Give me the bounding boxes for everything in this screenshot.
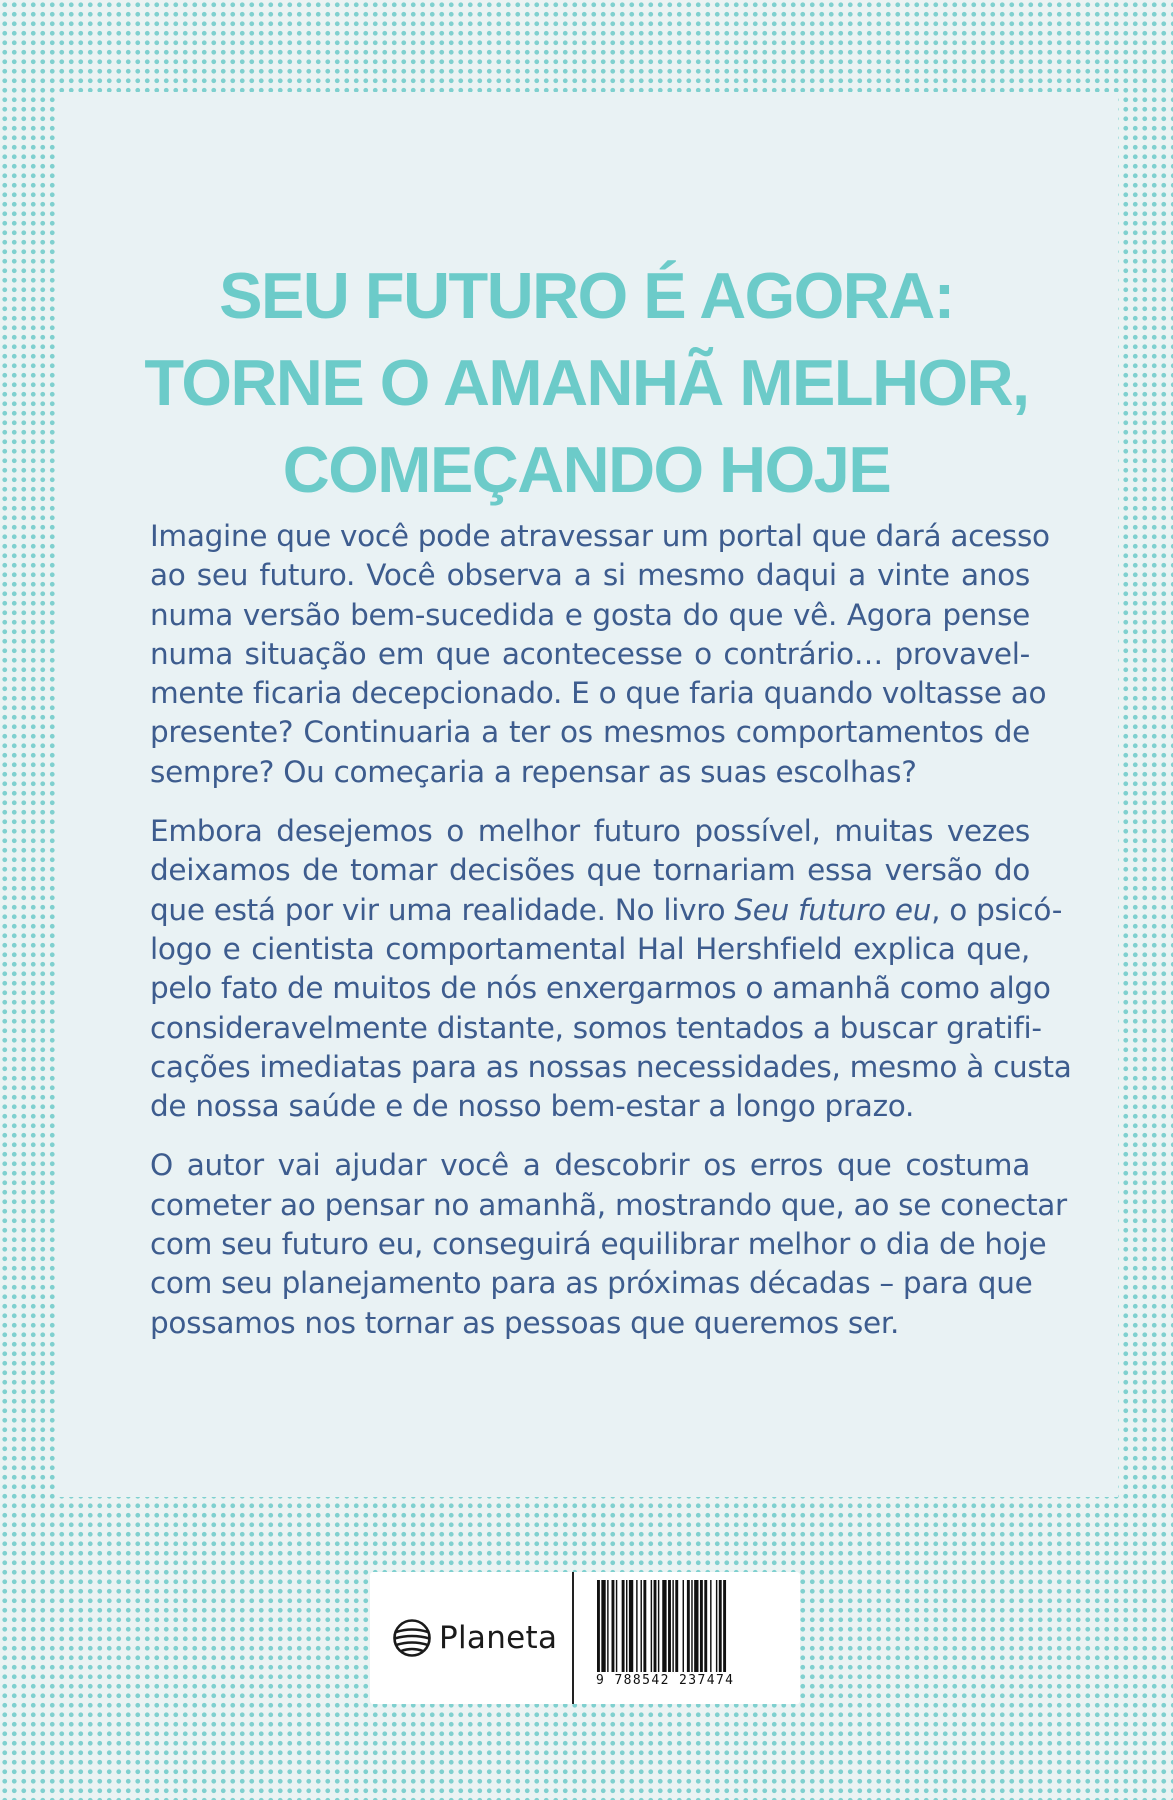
barcode-bar xyxy=(658,1580,659,1672)
paragraph-2 xyxy=(150,812,1072,1126)
barcode-bar xyxy=(636,1580,637,1672)
barcode-bar xyxy=(672,1580,673,1672)
headline-line-1: SEU FUTURO É AGORA: xyxy=(219,259,954,332)
text-line: logo e cientista comportamental Hal Hershfield explica que, xyxy=(150,931,1030,966)
paragraph-1 xyxy=(150,517,1050,792)
text-line: cações imediatas para as nossas necessidades, mesmo à custa xyxy=(150,1049,1072,1084)
headline-line-3: COMEÇANDO HOJE xyxy=(282,433,891,506)
barcode-bar xyxy=(716,1580,717,1672)
isbn-number: 9 788542 237474 xyxy=(596,1673,735,1688)
headline xyxy=(55,252,1118,513)
barcode-bar xyxy=(651,1580,652,1672)
barcode-bar xyxy=(687,1580,690,1672)
barcode-bar xyxy=(710,1580,711,1672)
barcode-bar xyxy=(641,1580,642,1672)
barcode-bar xyxy=(607,1580,608,1672)
text-line: pelo fato de muitos de nós enxergarmos o amanhã como algo xyxy=(150,971,1051,1006)
text-line: ao seu futuro. Você observa a si mesmo daqui a vinte anos xyxy=(150,558,1030,593)
paragraph-3 xyxy=(150,1146,1067,1342)
barcode-bar xyxy=(601,1580,605,1672)
barcode-bar xyxy=(704,1580,707,1672)
text-line: O autor vai ajudar você a descobrir os erros que costuma xyxy=(150,1148,1030,1183)
barcode-bar xyxy=(662,1580,666,1672)
barcode-bar xyxy=(723,1580,726,1672)
text-line: sempre? Ou começaria a repensar as suas escolhas? xyxy=(150,754,917,789)
barcode-bar xyxy=(626,1580,627,1672)
publisher-name: Planeta xyxy=(439,1620,558,1656)
barcode-bar xyxy=(683,1580,684,1672)
text-panel xyxy=(55,92,1118,1497)
book-title: Seu futuro eu xyxy=(734,892,932,927)
text-fragment: , o psicó- xyxy=(931,892,1063,927)
text-line: Imagine que você pode atravessar um portal que dará acesso xyxy=(150,519,1050,553)
barcode-bar xyxy=(612,1580,615,1672)
barcode-bar xyxy=(668,1580,671,1672)
text-line: deixamos de tomar decisões que tornariam essa versão do xyxy=(150,853,1030,888)
text-line: consideravelmente distante, somos tentados a buscar gratifi- xyxy=(150,1010,1042,1045)
barcode-bar xyxy=(675,1580,678,1672)
text-line: mente ficaria decepcionado. E o que faria quando voltasse ao xyxy=(150,676,1047,711)
text-line: numa situação em que acontecesse o contrário… provavel- xyxy=(150,636,1030,671)
barcode-bar xyxy=(616,1580,617,1672)
text-line: de nossa saúde e de nosso bem-estar a longo prazo. xyxy=(150,1089,915,1124)
synopsis xyxy=(150,517,1072,1363)
publisher-logo xyxy=(392,1616,557,1660)
publisher-barcode-box xyxy=(370,1572,800,1704)
barcode-bar xyxy=(597,1580,600,1672)
text-line: com seu futuro eu, conseguirá equilibrar melhor o dia de hoje xyxy=(150,1227,1047,1262)
text-line: Embora desejemos o melhor futuro possível, muitas vezes xyxy=(150,814,1030,849)
text-line: possamos nos tornar as pessoas que queremos ser. xyxy=(150,1305,900,1340)
text-line-with-title xyxy=(150,891,1063,930)
isbn-barcode xyxy=(594,1580,784,1688)
text-line: numa versão bem-sucedida e gosta do que vê. Agora pense xyxy=(150,597,1030,632)
barcode-bar xyxy=(719,1580,722,1672)
barcode-bar xyxy=(694,1580,698,1672)
text-line: cometer ao pensar no amanhã, mostrando que, ao se conectar xyxy=(150,1187,1067,1222)
barcode-bar xyxy=(629,1580,633,1672)
text-fragment: que está por vir uma realidade. No livro xyxy=(150,892,735,927)
planeta-globe-icon xyxy=(392,1618,432,1658)
headline-line-2: TORNE O AMANHÃ MELHOR, xyxy=(144,346,1029,419)
barcode-bar xyxy=(654,1580,657,1672)
barcode-bar xyxy=(700,1580,703,1672)
text-line: presente? Continuaria a ter os mesmos comportamentos de xyxy=(150,715,1030,750)
barcode-bars xyxy=(594,1580,784,1672)
text-line: com seu planejamento para as próximas décadas – para que xyxy=(150,1266,1033,1301)
divider-line xyxy=(572,1572,574,1704)
barcode-bar xyxy=(622,1580,625,1672)
barcode-bar xyxy=(643,1580,646,1672)
barcode-bar xyxy=(691,1580,692,1672)
